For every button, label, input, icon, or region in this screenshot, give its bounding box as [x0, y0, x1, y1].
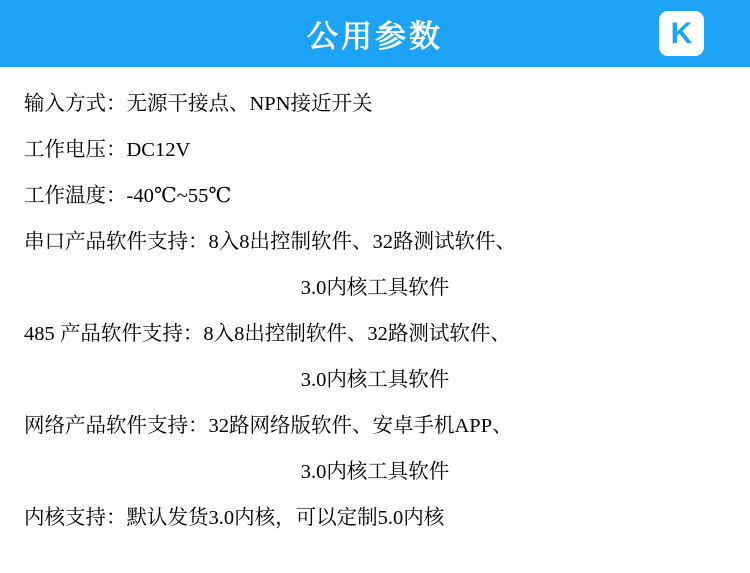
parameter-line: 内核支持：默认发货3.0内核，可以定制5.0内核: [24, 506, 445, 529]
parameter-line: 串口产品软件支持：8入8出控制软件、32路测试软件、: [24, 230, 516, 253]
k-logo-icon: K: [670, 16, 693, 50]
parameter-line: 工作电压：DC12V: [24, 138, 191, 161]
parameter-line-continuation: 3.0内核工具软件: [300, 368, 450, 391]
page-title: 公用参数: [307, 19, 443, 54]
parameter-line: 网络产品软件支持：32路网络版软件、安卓手机APP、: [24, 414, 513, 437]
parameter-line-continuation: 3.0内核工具软件: [300, 460, 450, 483]
page-header: [0, 0, 750, 67]
parameter-line: 485 产品软件支持：8入8出控制软件、32路测试软件、: [24, 322, 511, 345]
parameter-line: 输入方式：无源干接点、NPN接近开关: [24, 92, 373, 115]
parameters-list: [0, 67, 750, 541]
brand-logo: [659, 11, 704, 56]
parameter-line-continuation: 3.0内核工具软件: [300, 276, 450, 299]
parameter-line: 工作温度：-40℃~55℃: [24, 184, 232, 207]
